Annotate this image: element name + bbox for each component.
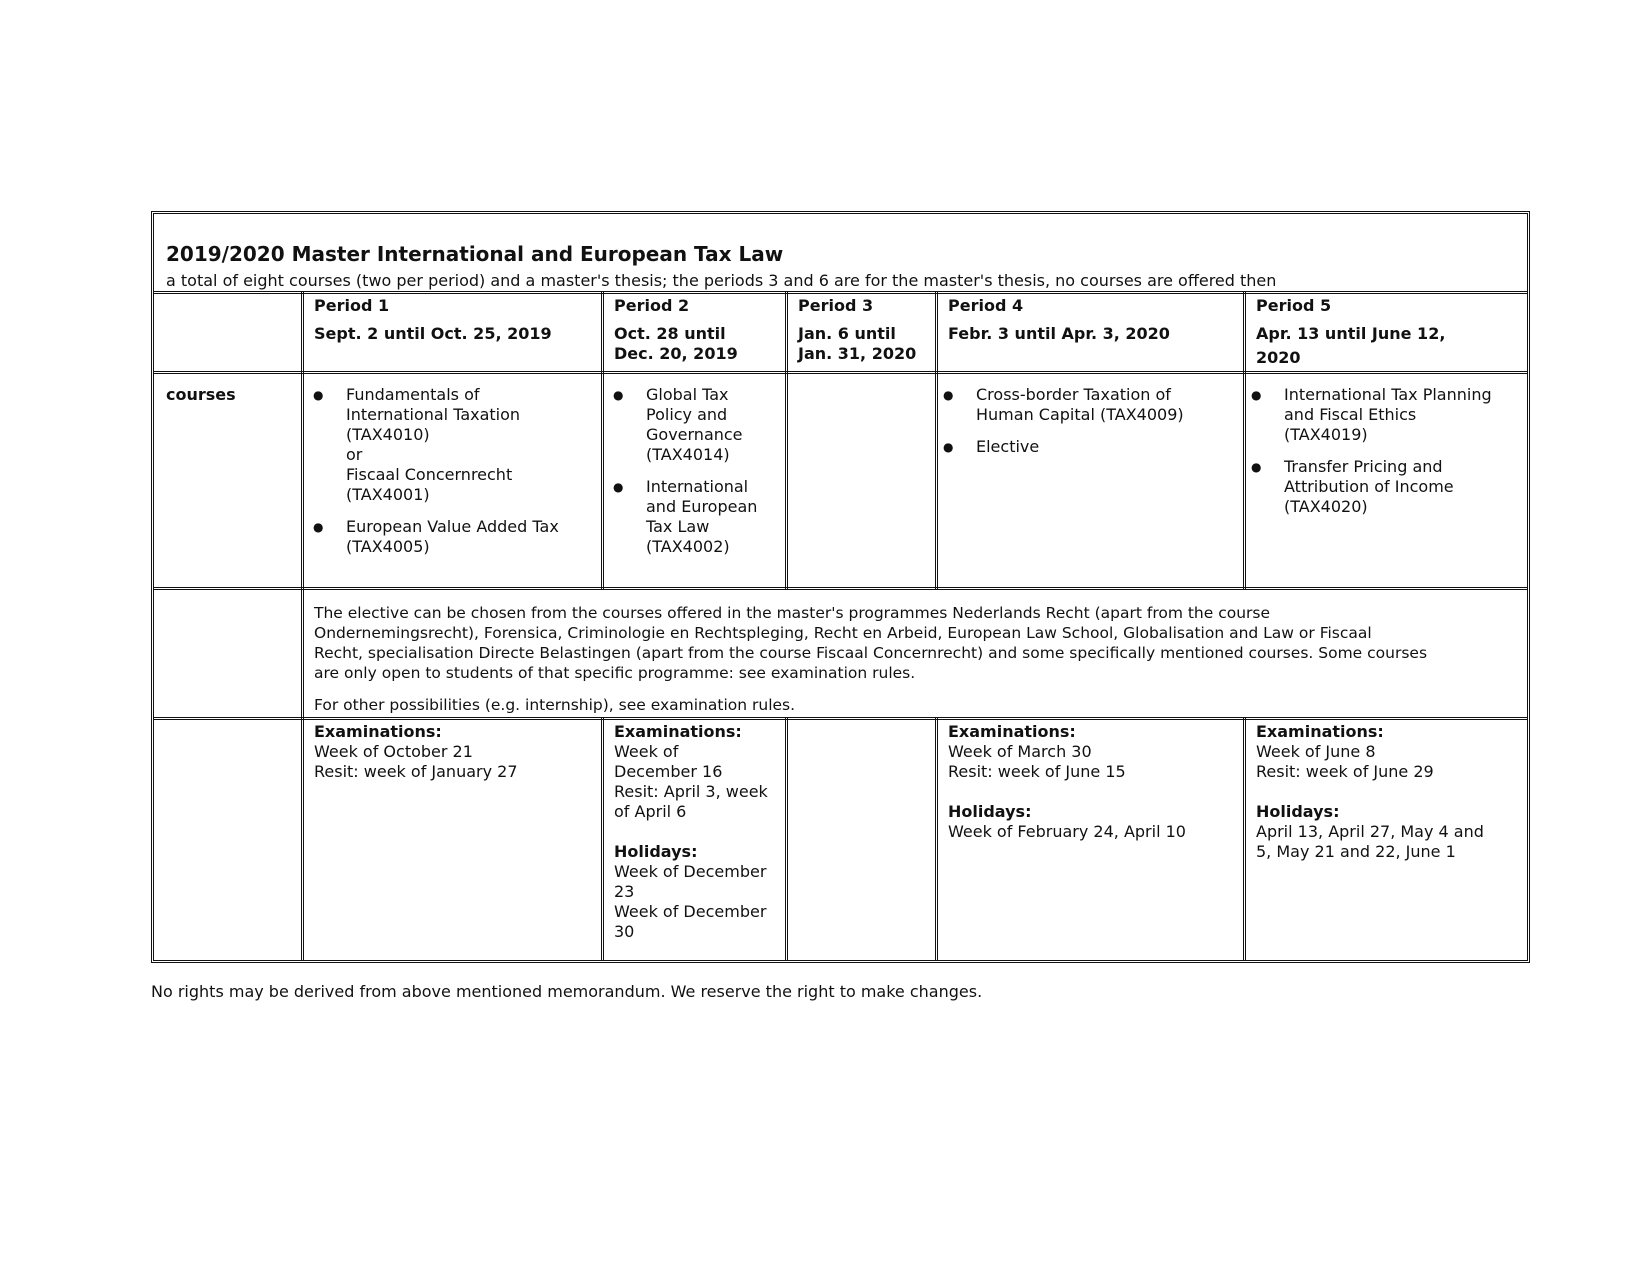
holidays-heading: Holidays:: [614, 842, 698, 861]
document-title: 2019/2020 Master International and European Tax Law: [166, 242, 784, 266]
list-item: ● Cross-border Taxation of Human Capital (TAX4009): [943, 385, 1184, 424]
period-3-header: [798, 296, 938, 364]
bullet-icon: ●: [1251, 460, 1262, 474]
exams-heading: Examinations:: [948, 722, 1076, 741]
period-3-dates-line1: Jan. 6 until: [798, 324, 896, 343]
list-item: ● Fundamentals of International Taxation (TAX4010) or Fiscaal Concernrecht (TAX4001): [313, 385, 521, 504]
list-item: ● International Tax Planning and Fiscal Ethics (TAX4019): [1251, 385, 1492, 444]
list-item: ● European Value Added Tax (TAX4005): [313, 517, 559, 556]
period-1-header: [314, 296, 594, 344]
list-item: ● Global Tax Policy and Governance (TAX4014): [613, 385, 743, 464]
period-1-exams: Examinations: Week of October 21 Resit: week of January 27: [314, 722, 594, 782]
period-2-label: Period 2: [614, 296, 690, 315]
period-3-dates-line2: Jan. 31, 2020: [798, 344, 917, 363]
period-1-label: Period 1: [314, 296, 390, 315]
period-2-courses: [609, 385, 784, 569]
period-1-courses: [309, 385, 599, 569]
list-item: ● Transfer Pricing and Attribution of Income (TAX4020): [1251, 457, 1454, 516]
period-5-dates-line2: 2020: [1256, 348, 1301, 367]
col-divider-3a: [785, 291, 788, 590]
col-divider-2a: [601, 291, 604, 590]
exams-heading: Examinations:: [614, 722, 742, 741]
elective-note: The elective can be chosen from the courses offered in the master's programmes Nederlands Recht (apart from the course Ondernemingsrecht), Forensica, Criminologie en Rechtspleging, Recht en Arbeid, European Law School, Globalisation and Law or Fiscaal Recht, specialisation Directe Belastingen (apart from the course Fiscaal Concernrecht) and some specifically mentioned courses. Some courses are only open to students of that specific programme: see examination rules. For other possibilities (e.g. internship), see examination rules.: [314, 604, 1428, 714]
col-divider-5b: [1243, 717, 1246, 960]
bullet-icon: ●: [313, 520, 324, 534]
period-2-exams: Examinations: Week of December 16 Resit: April 3, week of April 6 Holidays: Week of December 23 Week of December 30: [614, 722, 784, 942]
period-4-header: [948, 296, 1238, 344]
bullet-icon: ●: [313, 388, 324, 402]
col-divider-4b: [935, 717, 938, 960]
courses-label: courses: [166, 385, 236, 404]
period-5-label: Period 5: [1256, 296, 1332, 315]
col-divider-5a: [1243, 291, 1246, 590]
period-5-header: [1256, 296, 1521, 368]
bullet-icon: ●: [1251, 388, 1262, 402]
document-subtitle: a total of eight courses (two per period) and a master's thesis; the periods 3 and 6 are for the master's thesis, no courses are offered then: [166, 271, 1277, 290]
exams-heading: Examinations:: [1256, 722, 1384, 741]
period-3-label: Period 3: [798, 296, 874, 315]
period-5-courses: [1247, 385, 1527, 529]
list-item: ● Elective: [943, 437, 1040, 456]
period-2-dates-line2: Dec. 20, 2019: [614, 344, 738, 363]
row-divider-exams: [154, 717, 1527, 720]
period-4-label: Period 4: [948, 296, 1024, 315]
bullet-icon: ●: [943, 388, 954, 402]
col-divider-3b: [785, 717, 788, 960]
schedule-table: [151, 211, 1530, 963]
period-5-exams: Examinations: Week of June 8 Resit: week of June 29 Holidays: April 13, April 27, May 4 and 5, May 21 and 22, June 1: [1256, 722, 1521, 862]
bullet-icon: ●: [943, 440, 954, 454]
col-divider-1: [301, 291, 304, 960]
list-item: ● International and European Tax Law (TAX4002): [613, 477, 758, 556]
period-2-header: [614, 296, 784, 364]
bullet-icon: ●: [613, 480, 624, 494]
bullet-icon: ●: [613, 388, 624, 402]
period-2-dates-line1: Oct. 28 until: [614, 324, 726, 343]
period-5-dates-line1: Apr. 13 until June 12,: [1256, 324, 1446, 343]
disclaimer-footer: No rights may be derived from above mentioned memorandum. We reserve the right to make changes.: [151, 982, 983, 1001]
row-divider-header: [154, 291, 1527, 294]
period-4-courses: [939, 385, 1239, 469]
holidays-heading: Holidays:: [1256, 802, 1340, 821]
row-divider-elective: [154, 587, 1527, 590]
col-divider-2b: [601, 717, 604, 960]
row-divider-courses: [154, 371, 1527, 374]
period-4-dates: Febr. 3 until Apr. 3, 2020: [948, 324, 1170, 343]
exams-heading: Examinations:: [314, 722, 442, 741]
period-4-exams: Examinations: Week of March 30 Resit: week of June 15 Holidays: Week of February 24, April 10: [948, 722, 1238, 842]
holidays-heading: Holidays:: [948, 802, 1032, 821]
period-1-dates: Sept. 2 until Oct. 25, 2019: [314, 324, 552, 343]
